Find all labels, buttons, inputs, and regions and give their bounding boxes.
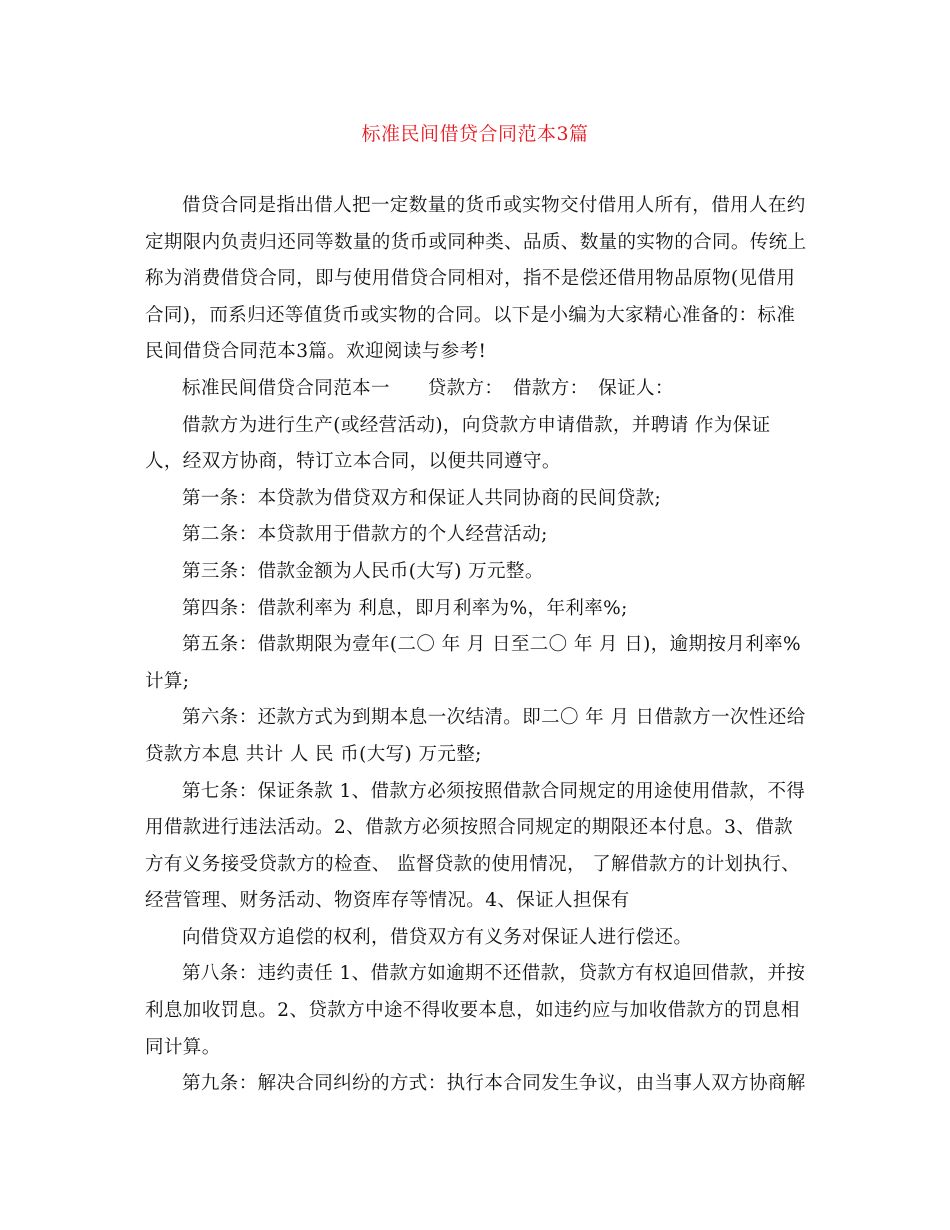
document-title: 标准民间借贷合同范本3篇 (361, 123, 589, 145)
paragraph-article-7: 第七条：保证条款 1、借款方必须按照借款合同规定的用途使用借款，不得用借款进行违法活动。2、借款方必须按照合同规定的期限还本付息。3、借款方有义务接受贷款方的检查、 监督贷款的使用情况， 了解借款方的计划执行、经营管理、财务活动、物资库存等情况。4、保证人担保有 (145, 780, 806, 912)
paragraph-article-9: 第九条：解决合同纠纷的方式：执行本合同发生争议，由当事人双方协商解 (182, 1073, 806, 1095)
document-body (145, 188, 807, 1103)
paragraph-purpose: 借款方为进行生产(或经营活动)，向贷款方申请借款，并聘请 作为保证人，经双方协商，特订立本合同，以便共同遵守。 (145, 414, 771, 473)
paragraph-article-4: 第四条：借款利率为 利息，即月利率为%，年利率%; (182, 597, 628, 619)
paragraph-article-6: 第六条：还款方式为到期本息一次结清。即二〇 年 月 日借款方一次性还给贷款方本息 共计 人 民 币(大写) 万元整; (145, 707, 806, 765)
paragraph-article-8: 第八条：违约责任 1、借款方如逾期不还借款，贷款方有权追回借款，并按利息加收罚息。2、贷款方中途不得收要本息，如违约应与加收借款方的罚息相同计算。 (145, 963, 806, 1058)
paragraph-article-5: 第五条：借款期限为壹年(二〇 年 月 日至二〇 年 月 日)，逾期按月利率%计算; (145, 634, 801, 692)
paragraph-parties: 标准民间借贷合同范本一 贷款方： 借款方： 保证人： (182, 377, 674, 399)
paragraph-article-7-cont: 向借贷双方追偿的权利，借贷双方有义务对保证人进行偿还。 (182, 926, 693, 948)
paragraph-article-1: 第一条：本贷款为借贷双方和保证人共同协商的民间贷款; (182, 487, 662, 509)
paragraph-article-2: 第二条：本贷款用于借款方的个人经营活动; (182, 524, 548, 546)
paragraph-article-3: 第三条：借款金额为人民币(大写) 万元整。 (182, 560, 544, 582)
paragraph-intro: 借贷合同是指出借人把一定数量的货币或实物交付借用人所有，借用人在约定期限内负责归还同等数量的货币或同种类、品质、数量的实物的合同。传统上称为消费借贷合同，即与使用借贷合同相对，指不是偿还借用物品原物(见借用合同)，而系归还等值货币或实物的合同。以下是小编为大家精心准备的：标准民间借贷合同范本3篇。欢迎阅读与参考! (145, 195, 807, 363)
